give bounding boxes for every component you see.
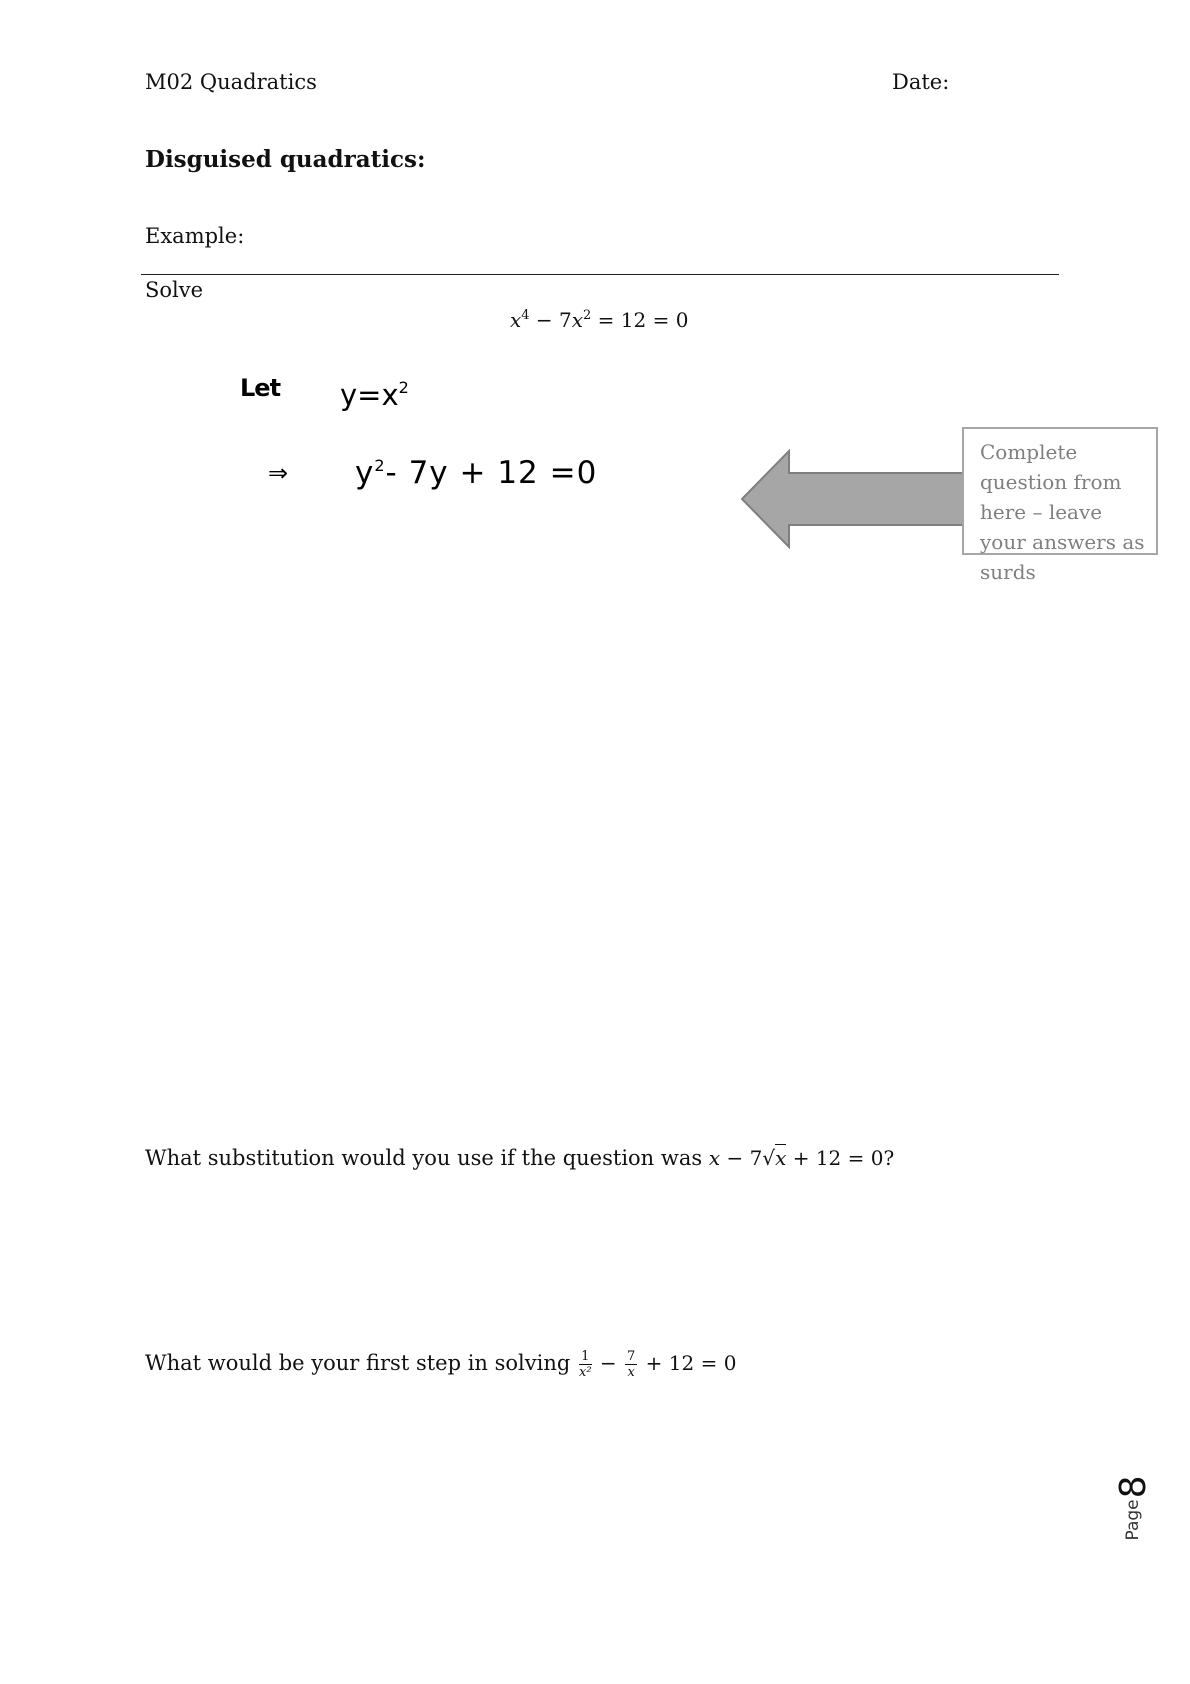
date-label: Date: [892,70,950,94]
question-first-step: What would be your first step in solving $\frac{1}{\text{x²}}$ − $\frac{7}{x}$ + 12 = 0 [145,1349,737,1380]
solve-label: Solve [145,278,204,302]
implies-arrow-icon: ⇒ [268,459,289,487]
section-title: Disguised quadratics: [145,146,426,173]
page-number: Page 8 [1112,1475,1154,1541]
handwritten-let: Let [240,374,281,402]
handwritten-substitution: $y=x^2$ [340,378,409,412]
divider [141,274,1059,275]
example-label: Example: [145,224,245,248]
question-substitution: What substitution would you use if the question was x − 7√x + 12 = 0? [145,1146,895,1170]
course-title: M02 Quadratics [145,70,317,94]
left-arrow-icon [740,449,965,549]
fraction-one-over-x-squared: $\frac{1}{\text{x²}}$ [579,1349,592,1380]
fraction-seven-over-x: $\frac{7}{x}$ [627,1349,636,1380]
handwritten-quadratic: $y^2-$ 7y + 12 =0 [355,455,598,491]
main-equation: $x^4 - 7x^2 = 12 = 0$ [510,308,689,332]
instruction-note: Complete question from here – leave your answers as surds [962,427,1158,555]
